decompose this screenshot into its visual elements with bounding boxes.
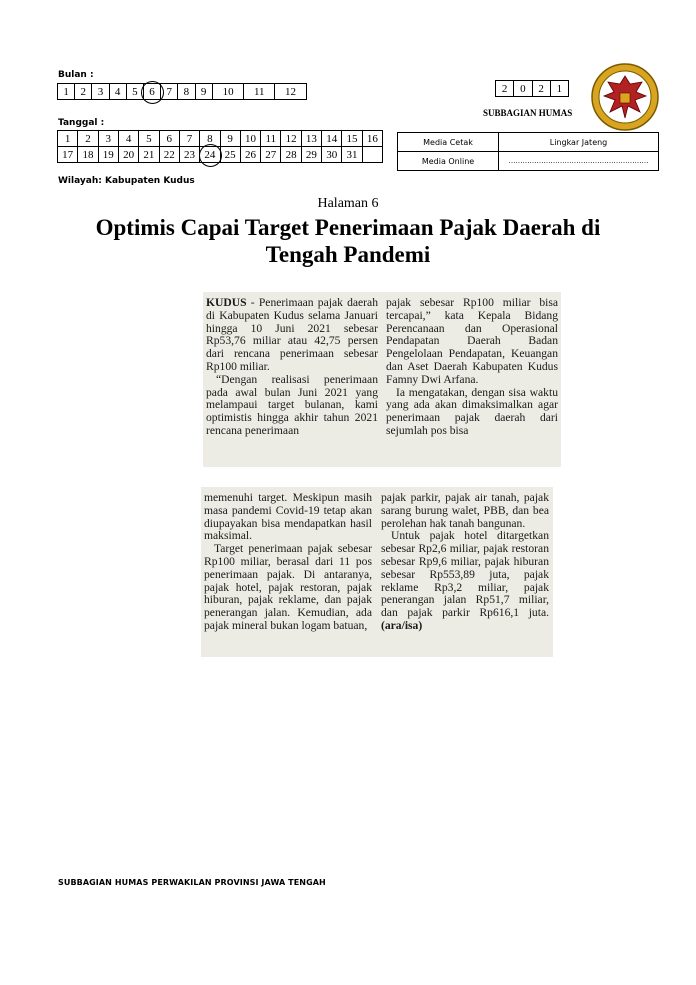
tanggal-label: Tanggal : [58,118,105,128]
tanggal-cell: 14 [322,131,342,147]
tanggal-cell: 16 [362,131,382,147]
tanggal-grid [57,130,383,163]
tanggal-cell: 23 [179,147,199,163]
tanggal-cell: 30 [322,147,342,163]
clip-bottom-left-column [204,492,372,633]
bulan-cell: 1 [58,84,75,100]
tanggal-cell: 31 [342,147,362,163]
tanggal-cell: 26 [240,147,260,163]
tanggal-cell: 19 [98,147,118,163]
tanggal-cell: 11 [261,131,281,147]
tanggal-cell: 4 [118,131,138,147]
tanggal-cell: 2 [78,131,98,147]
tanggal-cell: 10 [240,131,260,147]
tanggal-cell [362,147,382,163]
clip-bottom-right-column [381,492,549,633]
clip-top-left-column [206,297,378,438]
tanggal-cell: 12 [281,131,301,147]
news-clipping-top [203,292,561,467]
bulan-cell: 10 [212,84,244,100]
tanggal-cell: 27 [261,147,281,163]
tanggal-cell: 3 [98,131,118,147]
tanggal-cell: 8 [200,131,220,147]
tanggal-cell: 17 [58,147,78,163]
signoff: (ara/isa) [381,618,423,632]
clip-top-left-p2: “Dengan realisasi penerimaan pada awal bulan Juni 2021 yang melampaui target bulanan, kami optimistis hingga akhir tahun 2021 rencana penerimaan [206,372,378,437]
bulan-cell: 8 [178,84,195,100]
title-line-2: Tengah Pandemi [265,242,431,267]
tanggal-cell: 24 [200,147,220,163]
clip-bottom-left-p1: memenuhi target. Meskipun masih masa pandemi Covid-19 tetap akan diupayakan bisa mendapatkan hasil maksimal. [204,491,372,543]
tanggal-cell: 6 [159,131,179,147]
page-title [20,214,676,268]
news-clipping-bottom [201,487,553,657]
tanggal-cell: 1 [58,131,78,147]
tanggal-cell: 18 [78,147,98,163]
media-cetak-value: Lingkar Jateng [499,133,659,152]
year-grid [495,80,569,97]
clip-top-right-p1: pajak sebesar Rp100 miliar bisa tercapai,” kata Kepala Bidang Perencanaan dan Operasional Pendapatan Daerah Badan Pengelolaan Pendapatan, Keuangan dan Aset Daerah Kabupaten Kudus Famny Dwi Arfana. [386,296,558,386]
tanggal-cell: 7 [179,131,199,147]
bulan-cell: 4 [109,84,126,100]
media-online-value: …………………………………………………… [499,152,659,171]
tanggal-cell: 25 [220,147,240,163]
media-cetak-label: Media Cetak [398,133,499,152]
bulan-cell: 3 [92,84,109,100]
title-line-1: Optimis Capai Target Penerimaan Pajak Daerah di [95,215,601,240]
bulan-cell: 9 [195,84,212,100]
year-digit-cell: 2 [496,81,514,97]
tanggal-cell: 5 [139,131,159,147]
bulan-cell: 7 [161,84,178,100]
clip-bottom-right-p1: pajak parkir, pajak air tanah, pajak sarang burung walet, PBB, dan bea perolehan hak tanah bangunan. [381,491,549,530]
clip-top-right-column [386,297,558,438]
tanggal-cell: 15 [342,131,362,147]
bulan-cell: 11 [244,84,275,100]
tanggal-cell: 13 [301,131,321,147]
year-digit-cell: 1 [550,81,568,97]
bulan-cell: 5 [126,84,143,100]
tanggal-cell: 9 [220,131,240,147]
media-table [397,132,659,171]
tanggal-cell: 28 [281,147,301,163]
tanggal-cell: 20 [118,147,138,163]
clip-top-left-p1: - Penerimaan pajak daerah di Kabupaten Kudus selama Januari hingga 10 Juni 2021 sebesar Rp53,76 miliar atau 42,75 persen dari rencana penerimaan sebesar Rp100 miliar. [206,296,378,373]
year-digit-cell: 2 [532,81,550,97]
halaman: Halaman 6 [317,196,379,211]
clip-bottom-left-p2: Target penerimaan pajak sebesar Rp100 miliar, berasal dari 11 pos penerimaan pajak. Di antaranya, pajak hotel, pajak restoran, pajak hiburan, pajak reklame, dan pajak penerangan jalan. Kemudian, ada pajak mineral bukan logam batuan, [204,542,372,632]
bulan-cell: 2 [75,84,92,100]
tanggal-cell: 29 [301,147,321,163]
clip-bottom-right-p2: Untuk pajak hotel ditargetkan sebesar Rp2,6 miliar, pajak restoran sebesar Rp9,6 miliar, pajak hiburan sebesar Rp553,89 juta, pajak reklame Rp3,2 miliar, pajak penerangan jalan Rp51,7 miliar, dan pajak parkir Rp616,1 juta. [381,529,549,620]
bulan-cell: 6 [143,84,160,100]
tanggal-cell: 22 [159,147,179,163]
media-online-label: Media Online [398,152,499,171]
bulan-cell: 12 [275,84,307,100]
wilayah: Wilayah: Kabupaten Kudus [58,176,195,186]
clip-top-right-p2: Ia mengatakan, dengan sisa waktu yang ada akan dimaksimalkan agar penerimaan pajak daerah dari sejumlah pos bisa [386,385,558,437]
footer: SUBBAGIAN HUMAS PERWAKILAN PROVINSI JAWA TENGAH [58,878,326,887]
year-digit-cell: 0 [514,81,532,97]
tanggal-cell: 21 [139,147,159,163]
bulan-grid [57,83,307,100]
garuda-emblem-icon [590,62,660,132]
dateline: KUDUS [206,296,247,309]
bulan-label: Bulan : [58,70,94,80]
org-name: SUBBAGIAN HUMAS [483,108,573,118]
